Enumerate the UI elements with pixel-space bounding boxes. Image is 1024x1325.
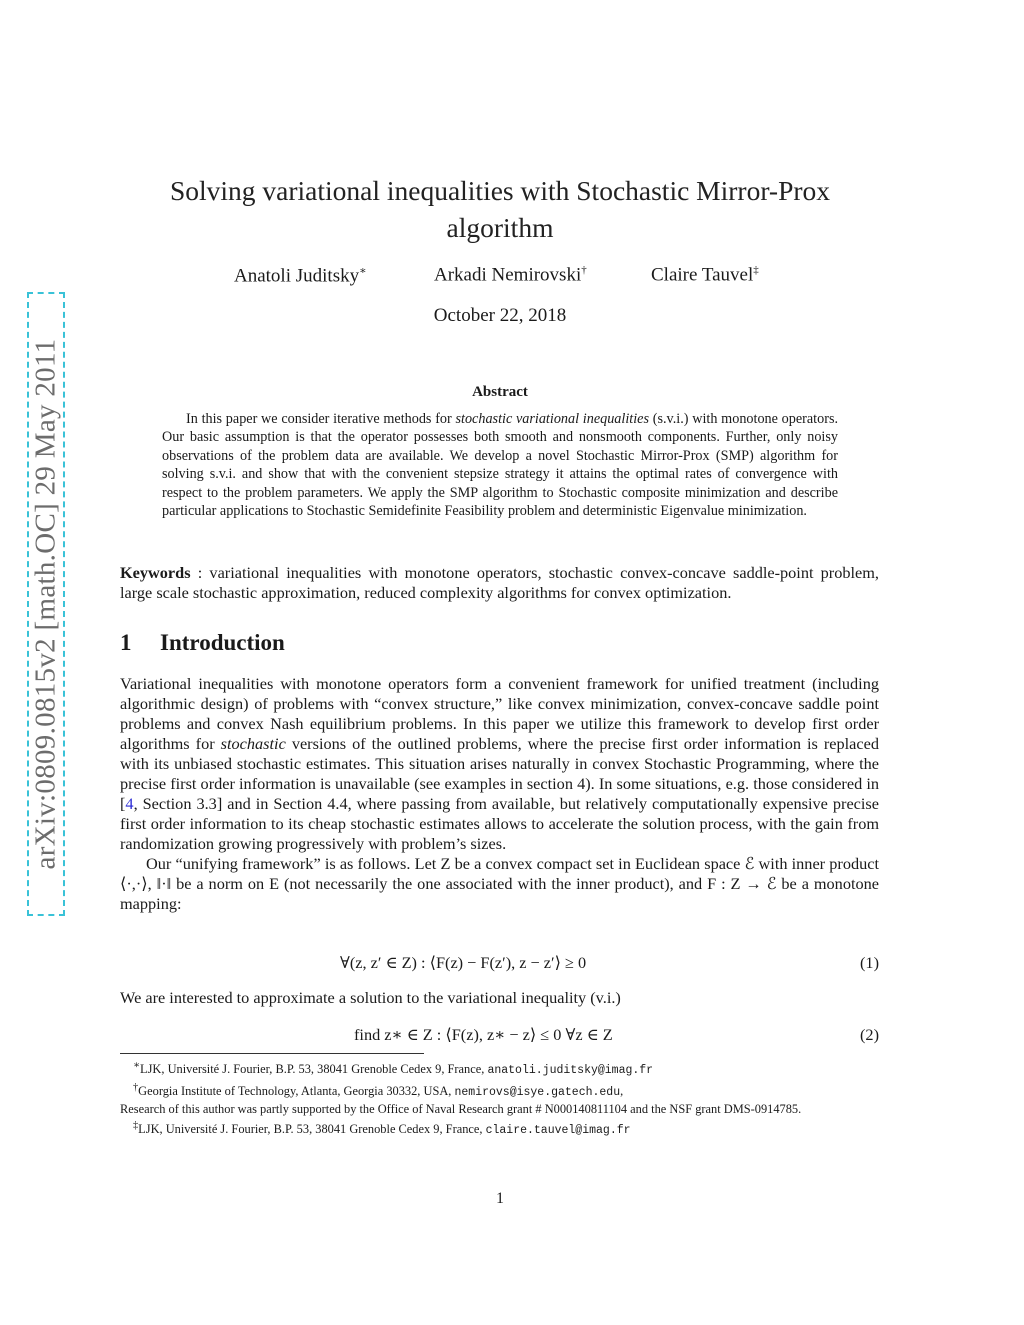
section-title: Introduction xyxy=(160,630,285,655)
email-link[interactable]: nemirovs@isye.gatech.edu xyxy=(454,1085,621,1099)
arxiv-stamp-text: arXiv:0809.0815v2 [math.OC] 29 May 2011 xyxy=(29,338,62,870)
footnote-3: ‡LJK, Université J. Fourier, B.P. 53, 38041 Grenoble Cedex 9, France, claire.tauvel@imag.fr xyxy=(133,1119,631,1137)
arxiv-stamp xyxy=(27,292,65,916)
intro-paragraph-2: Our “unifying framework” is as follows. Let Z be a convex compact set in Euclidean space ℰ with inner product ⟨·,·⟩, ‖·‖ be a norm on E (not necessarily the one associated with the inner product), and F : Z → ℰ be a monotone mapping: xyxy=(120,854,879,913)
section-heading xyxy=(120,630,285,656)
page-number: 1 xyxy=(496,1190,504,1207)
abstract-emphasis: stochastic variational inequalities xyxy=(455,411,649,427)
equation-1: ∀(z, z′ ∈ Z) : ⟨F(z) − F(z′), z − z′⟩ ≥ 0 xyxy=(340,953,587,972)
equation-2-number: (2) xyxy=(860,1025,879,1044)
citation-link[interactable]: 4 xyxy=(125,794,134,813)
intro-paragraph-1: Variational inequalities with monotone operators form a convenient framework for unified treatment (including algorithmic design) of problems with “convex structure,” like convex minimization, convex-concave saddle point problems and convex Nash equilibrium problems. In this paper we utilize this framework to develop first order algorithms for stochastic versions of the outlined problems, where the precise first order information is replaced with its unbiased stochastic estimates. This situation arises naturally in convex Stochastic Programming, where the precise first order information is unavailable (see examples in section 4). In some situations, e.g. those considered in [4, Section 3.3] and in Section 4.4, where passing from available, but relatively computationally expensive precise first order information to its cheap stochastic estimates allows to accelerate the solution process, with the gain from randomization growing progressively with problem’s sizes. xyxy=(120,674,880,853)
footnote-2-continued: Research of this author was partly supported by the Office of Naval Research grant # N000140811104 and the NSF grant DMS-0914785. xyxy=(120,1102,802,1117)
footnotes xyxy=(120,1058,879,1139)
email-link[interactable]: anatoli.juditsky@imag.fr xyxy=(487,1064,654,1078)
section-number: 1 xyxy=(120,630,132,655)
abstract-body: In this paper we consider iterative methods for stochastic variational inequalities (s.v.i.) with monotone operators. Our basic assumption is that the operator possesses both smooth and nonsmooth components. Further, only noisy observations of the problem data are available. We develop a novel Stochastic Mirror-Prox (SMP) algorithm for solving s.v.i. and show that with the convenient stepsize strategy it attains the optimal rates of convergence with respect to the problem parameters. We apply the SMP algorithm to Stochastic composite minimization and describe particular applications to Stochastic Semidefinite Feasibility problem and deterministic Eigenvalue minimization. xyxy=(162,411,839,520)
footnote-1: ∗LJK, Université J. Fourier, B.P. 53, 38041 Grenoble Cedex 9, France, anatoli.juditsky@imag.fr xyxy=(133,1060,654,1078)
footnote-rule xyxy=(120,1053,424,1054)
abstract-heading: Abstract xyxy=(472,384,528,400)
keywords: Keywords : variational inequalities with monotone operators, stochastic convex-concave saddle-point problem, large scale stochastic approximation, reduced complexity algorithms for convex optimization. xyxy=(120,563,879,602)
intro-paragraph-3: We are interested to approximate a solution to the variational inequality (v.i.) xyxy=(120,988,621,1007)
paper-title: Solving variational inequalities with Stochastic Mirror-Prox algorithm xyxy=(169,175,831,243)
author-1: Anatoli Juditsky∗ xyxy=(234,265,367,287)
author-3: Claire Tauvel‡ xyxy=(651,264,759,286)
keywords-label: Keywords xyxy=(120,563,191,582)
equation-1-number: (1) xyxy=(860,953,879,972)
intro-body xyxy=(120,674,879,914)
footnote-2: †Georgia Institute of Technology, Atlanta, Georgia 30332, USA, nemirovs@isye.gatech.edu, xyxy=(133,1081,624,1099)
email-link[interactable]: claire.tauvel@imag.fr xyxy=(485,1123,631,1137)
author-2: Arkadi Nemirovski† xyxy=(434,264,587,286)
paper-date: October 22, 2018 xyxy=(433,305,567,326)
equation-2: find z∗ ∈ Z : ⟨F(z), z∗ − z⟩ ≤ 0 ∀z ∈ Z xyxy=(354,1025,613,1044)
